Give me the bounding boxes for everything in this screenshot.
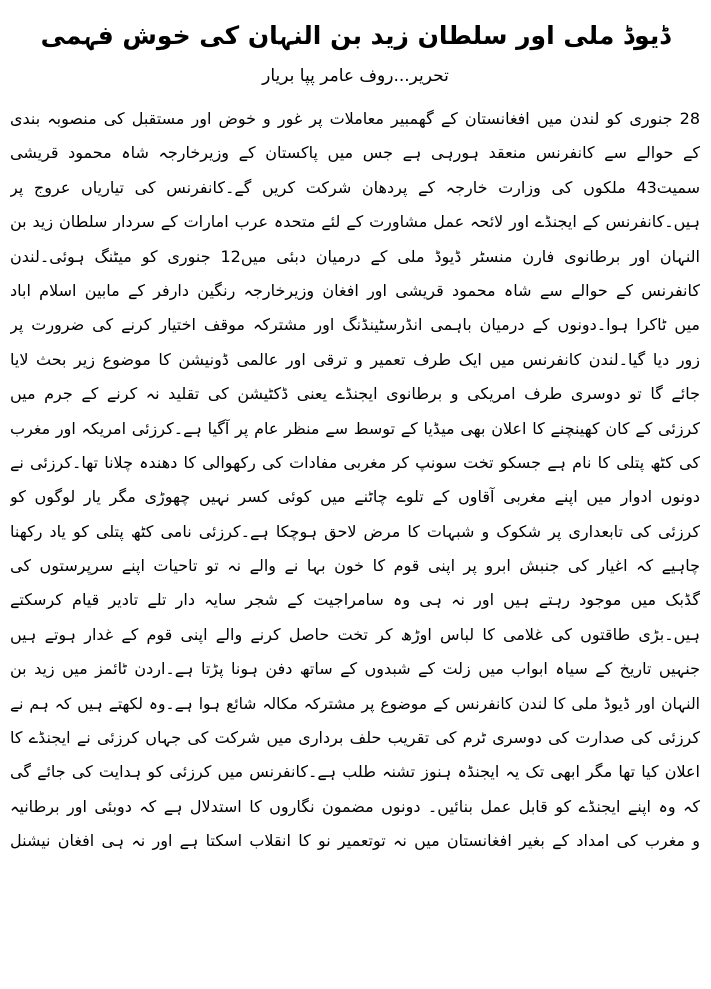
body-line: کرزئی کے کان کھینچنے کا اعلان بھی میڈیا کے توسط سے منظر عام پر آگیا ہے۔کرزئی امریکہ اور مغرب (10, 418, 700, 438)
body-line: و مغرب کی امداد کے بغیر افغانستان میں نہ توتعمیر نو کا انقلاب اسکتا ہے اور نہ ہی افغان نیشنل (10, 831, 700, 851)
body-line: زور دیا گیا۔لندن کانفرنس میں ایک طرف تعمیر و ترقی اور عالمی ڈونیشن کا موضوع زیر بحث لایا (10, 349, 700, 369)
body-line: کرزئی کی تابعداری پر شکوک و شبہات کا مرض لاحق ہوچکا ہے۔کرزئی نامی کٹھ پتلی کو یاد رکھنا (10, 521, 700, 541)
body-line: دونوں ادوار میں اپنے مغربی آقاوں کے تلوے چاٹنے میں کوئی کسر نہیں چھوڑی مگر یار لوگوں کو (10, 487, 700, 507)
body-line: النہان اور ڈیوڈ ملی کا لندن کانفرنس کے موضوع پر مشترکہ مکالہ شائع ہوا ہے۔وہ لکھتے ہیں کہ ہم نے (10, 694, 700, 713)
body-line: ہیں۔کانفرنس کے ایجنڈے اور لائحہ عمل مشاورت کے لئے متحدہ عرب امارات کے سردار سلطان زید بن (10, 212, 700, 232)
body-line: کرزئی کی صدارت کی دوسری ٹرم کی تقریب حلف برداری میں شرکت کی جہاں کرزئی نے ایجنڈے کا (10, 728, 700, 748)
body-line: 28 جنوری کو لندن میں افغانستان کے گھمبیر معاملات پر غور و خوض اور مستقبل کی منصوبہ بندی (10, 109, 700, 128)
article-byline: تحریر...روف عامر پپا بریار (262, 66, 449, 86)
body-line: کہ وہ اپنے ایجنڈے کو قابل عمل بنائیں۔ دونوں مضمون نگاروں کا استدلال ہے کہ دوبئی اور برطانیہ (10, 796, 700, 816)
body-line: کی کٹھ پتلی کا نام ہے جسکو تخت سونپ کر مغربی مفادات کی رکھوالی کا دھندہ چلانا تھا۔کرزئی نے (10, 452, 700, 472)
body-line: میں ٹاکرا ہوا۔دونوں کے درمیان باہمی انڈرسٹینڈنگ اور مشترکہ موقف اختیار کرنے کی ضرورت پر (10, 315, 700, 335)
body-line: سمیت43 ملکوں کی وزارت خارجہ کے پردھان شرکت کریں گے۔کانفرنس کی تیاریاں عروج پر (10, 177, 700, 197)
article-body (10, 102, 700, 859)
body-line: اعلان کیا تھا مگر ابھی تک یہ ایجنڈہ ہنوز تشنہ طلب ہے۔کانفرنس میں کرزئی کو ہدایت کی جائے گی (10, 762, 700, 782)
body-line: کانفرنس کے حوالے سے شاہ محمود قریشی اور افغان وزیرخارجہ رنگین دارفر کے مابین اسلام اباد (10, 280, 700, 300)
body-line: جنہیں تاریخ کے سیاہ ابواب میں زلت کے شبدوں کے ساتھ دفن ہونا پڑتا ہے۔اردن ٹائمز میں زید بن (10, 659, 700, 679)
body-line: چاہیے کہ اغیار کی جنبش ابرو پر اپنی قوم کا خون بہا نے والے نہ تو تاحیات اپنے سرپرستوں کی (10, 556, 700, 576)
body-line: ہیں۔بڑی طاقتوں کی غلامی کا لباس اوڑھ کر تخت حاصل کرنے والے اپنی قوم کے غدار ہوتے ہیں (10, 624, 700, 644)
article-title: ڈیوڈ ملی اور سلطان زید بن النہان کی خوش فہمی (40, 21, 671, 50)
body-line: النہان اور برطانوی فارن منسٹر ڈیوڈ ملی کے درمیان دبئی میں12 جنوری کو میٹنگ ہوئی۔لندن (10, 246, 700, 266)
body-line: گڈبک میں موجود رہتے ہیں اور نہ ہی وہ سامراجیت کے شجر سایہ دار تلے تادیر قیام کرسکتے (10, 590, 700, 610)
body-line: کے حوالے سے کانفرنس منعقد ہورہی ہے جس میں پاکستان کے وزیرخارجہ شاہ محمود قریشی (10, 143, 700, 163)
body-line: جائے گا تو دوسری طرف امریکی و برطانوی ایجنڈے یعنی ڈکٹیشن کی تقلید نہ کرنے کے جرم میں (10, 384, 700, 404)
